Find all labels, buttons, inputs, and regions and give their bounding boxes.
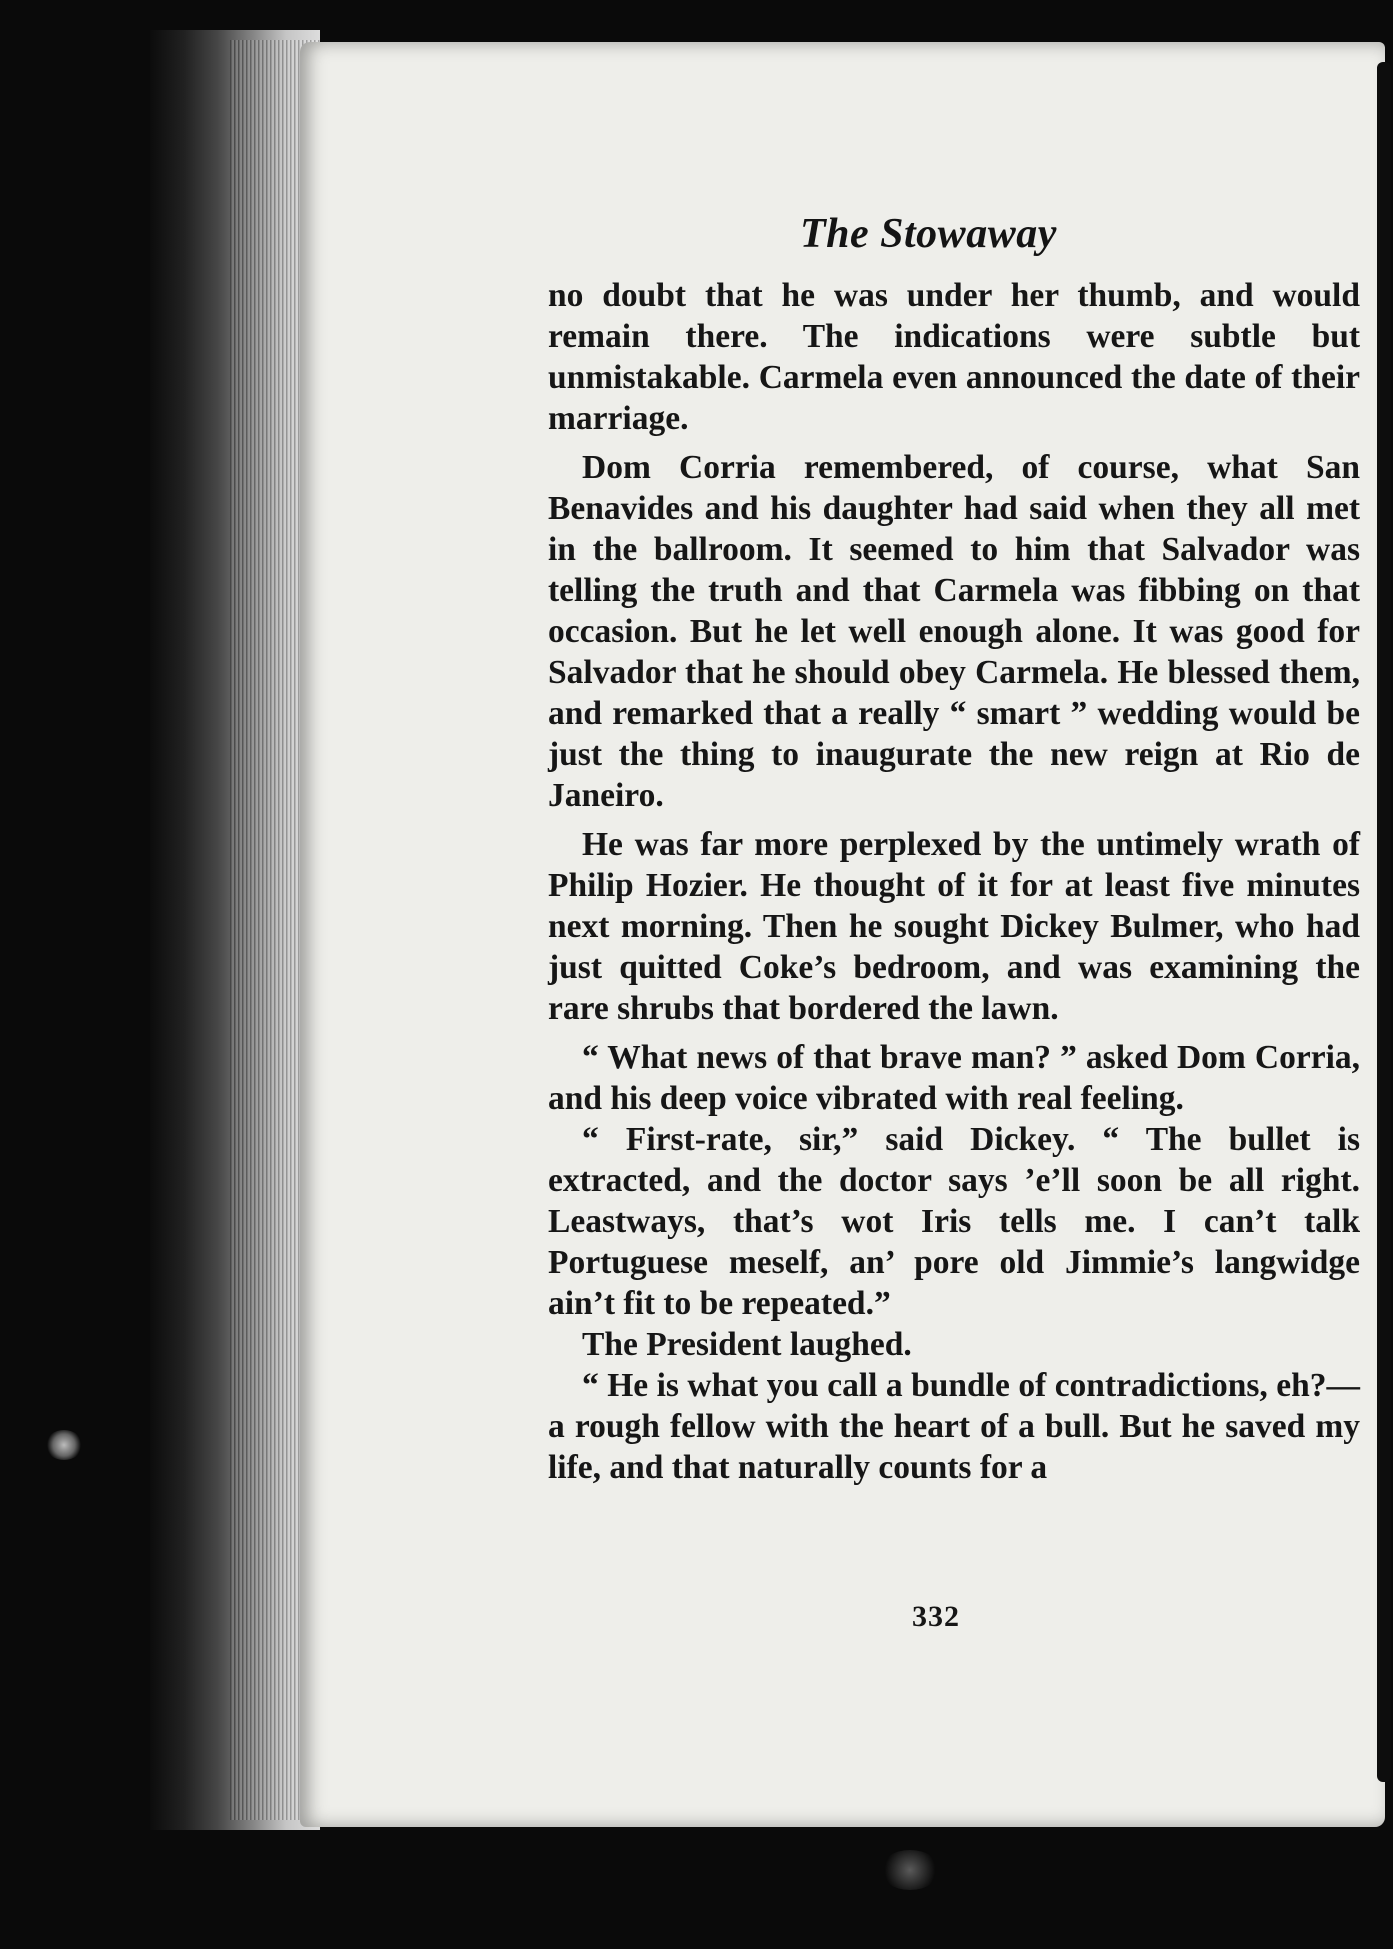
running-head: The Stowaway — [800, 211, 1057, 257]
paragraph-continued: no doubt that he was under her thumb, and would remain there. The indications were subtle but unmistakable. Carmela even announced the date of their marriage. — [548, 277, 1360, 437]
paragraph: “ First-rate, sir,” said Dickey. “ The bullet is extracted, and the doctor says ’e’ll soon be all right. Leastways, that’s wot Iris tells me. I can’t talk Portuguese meself, an’ pore old Jimmie’s langwidge ain’t fit to be repeated.” — [548, 1121, 1360, 1322]
paragraph: Dom Corria remembered, of course, what San Benavides and his daughter had said when they all met in the ballroom. It seemed to him that Salvador was telling the truth and that Carmela was fibbing on that occasion. But he let well enough alone. It was good for Salvador that he should obey Carmela. He blessed them, and remarked that a really “ smart ” wedding would be just the thing to inaugurate the new reign at Rio de Janeiro. — [548, 449, 1360, 814]
paragraph: “ What news of that brave man? ” asked Dom Corria, and his deep voice vibrated with real feeling. — [548, 1039, 1360, 1117]
scan-smudge — [880, 1850, 940, 1890]
paragraph: He was far more perplexed by the untimely wrath of Philip Hozier. He thought of it for at least five minutes next morning. Then he sought Dickey Bulmer, who had just quitted Coke’s bedroom, and was examining the rare shrubs that bordered the lawn. — [548, 826, 1360, 1027]
scan-smudge — [45, 1430, 83, 1460]
paragraph: The President laughed. — [582, 1326, 912, 1363]
page-number: 332 — [912, 1600, 960, 1633]
paragraph: “ He is what you call a bundle of contradictions, eh?—a rough fellow with the heart of a bull. But he saved my life, and that naturally counts for a — [548, 1367, 1360, 1486]
body-text — [548, 275, 1360, 1488]
